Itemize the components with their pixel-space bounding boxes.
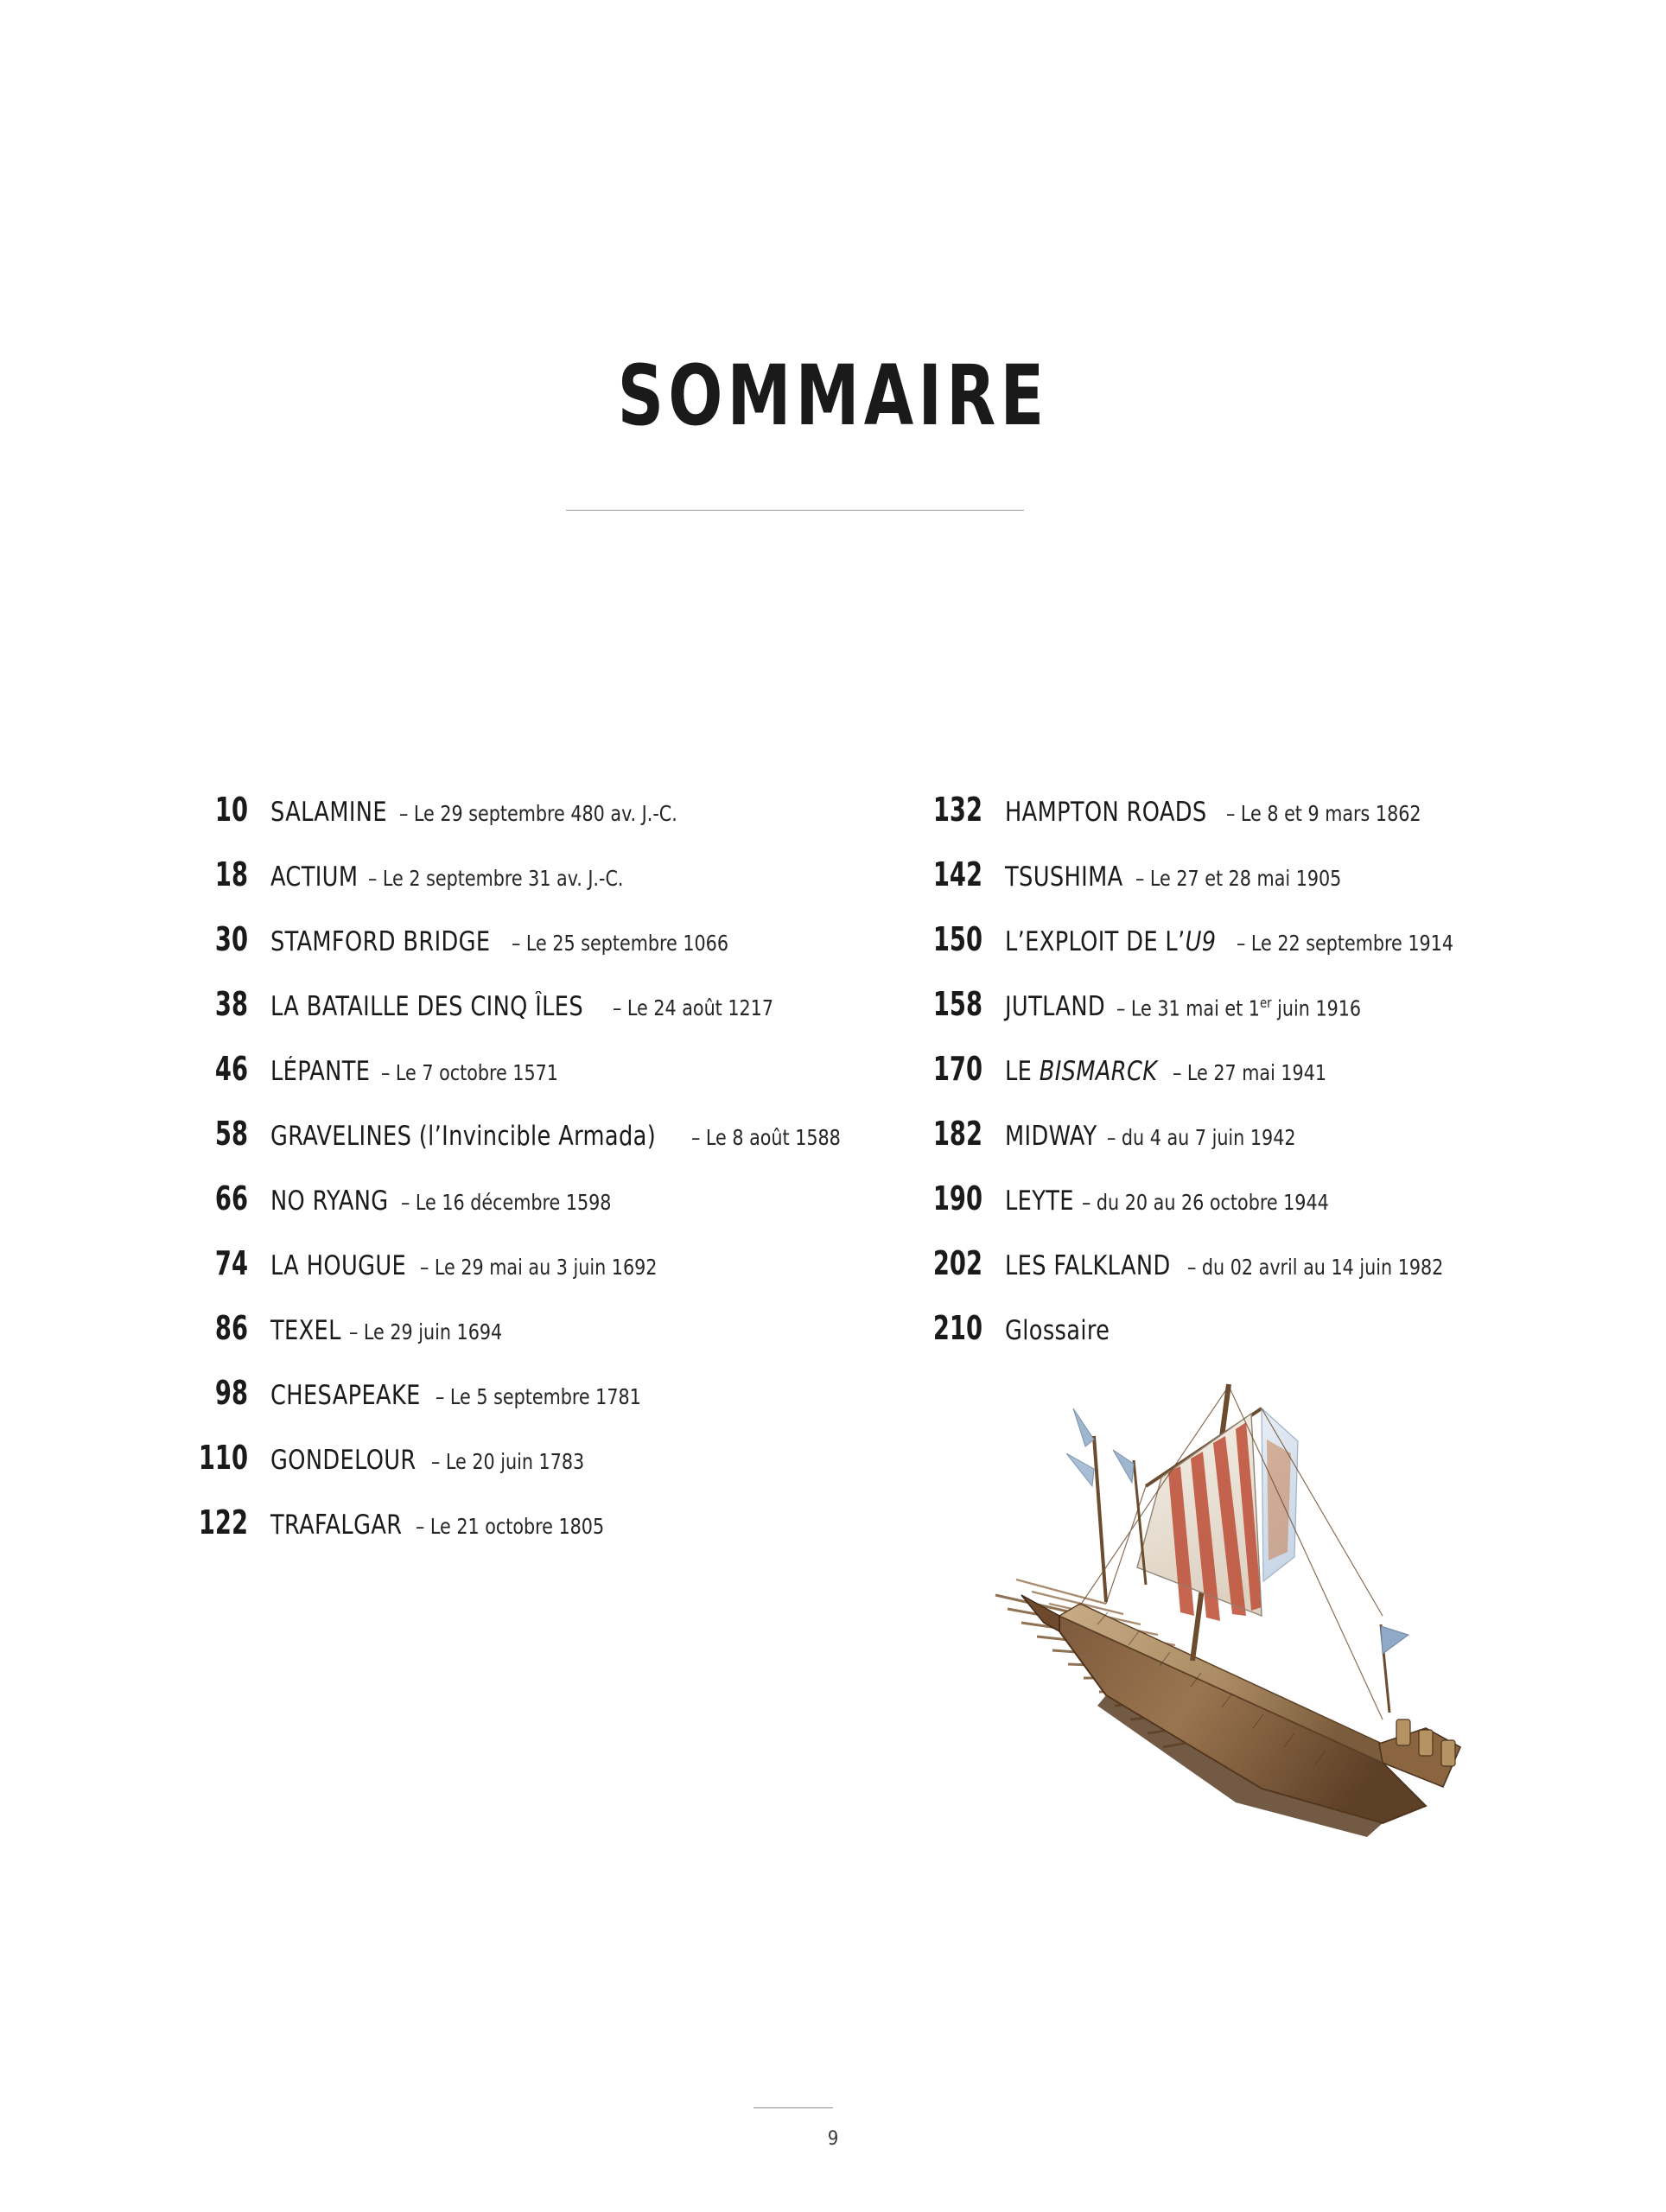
toc-entry[interactable] xyxy=(912,1050,1629,1115)
toc-entry-date: – Le 21 octobre 1805 xyxy=(416,1514,605,1539)
toc-entry-title: TSUSHIMA xyxy=(1005,861,1123,893)
toc-entry-text xyxy=(270,991,787,1022)
toc-entry[interactable] xyxy=(912,920,1629,985)
toc-entry-title: LES FALKLAND xyxy=(1005,1250,1171,1281)
toc-entry-text xyxy=(270,1185,630,1217)
toc-entry-date: – Le 25 septembre 1066 xyxy=(512,931,729,956)
fore-mast xyxy=(1094,1436,1106,1602)
toc-entry-date: – Le 16 décembre 1598 xyxy=(400,1190,612,1215)
toc-entry[interactable] xyxy=(177,1115,894,1179)
toc-page-number: 150 xyxy=(932,920,982,958)
toc-page-number: 202 xyxy=(932,1244,982,1282)
stern-lantern-right xyxy=(1441,1740,1455,1766)
toc-entry-text xyxy=(1005,1121,1313,1152)
toc-page-number: 122 xyxy=(198,1503,248,1541)
toc-entry[interactable] xyxy=(912,855,1629,920)
toc-entry[interactable] xyxy=(912,1179,1629,1244)
stern-lantern-left xyxy=(1396,1719,1410,1745)
toc-entry-text xyxy=(1005,1250,1466,1281)
toc-page-number: 190 xyxy=(932,1179,982,1217)
toc-entry-text xyxy=(1005,797,1439,828)
toc-entry-title: CHESAPEAKE xyxy=(270,1380,421,1411)
toc-entry-text xyxy=(270,1380,659,1411)
mizzen-pennant xyxy=(1113,1450,1134,1483)
toc-entry[interactable] xyxy=(177,1374,894,1439)
toc-entry-date: – Le 8 et 9 mars 1862 xyxy=(1226,801,1421,826)
toc-entry[interactable] xyxy=(177,1244,894,1309)
toc-entry[interactable] xyxy=(177,920,894,985)
toc-entry[interactable] xyxy=(912,791,1629,855)
toc-page-number: 98 xyxy=(214,1374,248,1412)
page-title-block xyxy=(0,347,1666,444)
toc-entry-text xyxy=(270,926,747,957)
toc-entry-text xyxy=(270,1250,678,1281)
toc-entry[interactable] xyxy=(912,1244,1629,1309)
toc-entry[interactable] xyxy=(912,985,1629,1050)
toc-entry-title: NO RYANG xyxy=(270,1185,389,1217)
toc-entry-text xyxy=(1005,1185,1351,1217)
toc-entry-date: – Le 7 octobre 1571 xyxy=(380,1060,558,1085)
toc-entry[interactable] xyxy=(177,1503,894,1568)
toc-page-number: 74 xyxy=(214,1244,248,1282)
folio-number: 9 xyxy=(827,2128,839,2150)
toc-entry-text xyxy=(1005,991,1382,1022)
toc-entry-text xyxy=(270,1510,620,1541)
galley-illustration xyxy=(976,1357,1512,1944)
fore-pennant-upper xyxy=(1073,1408,1094,1446)
toc-entry-title: LEYTE xyxy=(1005,1185,1074,1217)
toc-entry-date: – Le 20 juin 1783 xyxy=(430,1449,584,1474)
toc-entry-text xyxy=(1005,1315,1121,1346)
toc-page-number: 10 xyxy=(214,791,248,829)
toc-entry-date: – Le 22 septembre 1914 xyxy=(1237,931,1454,956)
stern-pennant xyxy=(1381,1626,1408,1654)
toc-entry-date: – du 4 au 7 juin 1942 xyxy=(1107,1125,1296,1150)
toc-column-right xyxy=(912,791,1629,1374)
toc-entry-title: LA BATAILLE DES CINQ ÎLES xyxy=(270,991,584,1022)
toc-entry-date: – Le 8 août 1588 xyxy=(691,1125,842,1150)
toc-entry[interactable] xyxy=(177,985,894,1050)
toc-entry-text xyxy=(270,1056,574,1087)
toc-page-number: 38 xyxy=(214,985,248,1023)
toc-entry-text xyxy=(1005,1056,1340,1087)
toc-entry-text xyxy=(270,1315,516,1346)
toc-entry-text xyxy=(270,861,645,893)
toc-entry-title: LÉPANTE xyxy=(270,1056,371,1087)
toc-entry-title: GONDELOUR xyxy=(270,1445,416,1476)
toc-entry-title: MIDWAY xyxy=(1005,1121,1097,1152)
toc-entry-date: – Le 29 septembre 480 av. J.-C. xyxy=(399,801,677,826)
toc-entry[interactable] xyxy=(177,855,894,920)
toc-entry-date: – Le 31 mai et 1er juin 1916 xyxy=(1116,994,1361,1020)
toc-entry-title: STAMFORD BRIDGE xyxy=(270,926,491,957)
toc-column-left xyxy=(177,791,894,1568)
toc-entry-title: GRAVELINES (l’Invincible Armada) xyxy=(270,1121,657,1152)
toc-entry-date: – Le 27 mai 1941 xyxy=(1173,1060,1327,1085)
footer-divider xyxy=(754,2107,833,2108)
toc-page-number: 132 xyxy=(932,791,982,829)
toc-page-number: 30 xyxy=(214,920,248,958)
toc-entry-title: TRAFALGAR xyxy=(270,1510,403,1541)
toc-entry-title: JUTLAND xyxy=(1005,991,1106,1022)
toc-page-number: 110 xyxy=(198,1439,248,1477)
fore-pennant-lower xyxy=(1066,1453,1094,1486)
toc-entry-date: – Le 2 septembre 31 av. J.-C. xyxy=(367,866,624,891)
title-divider xyxy=(566,510,1024,511)
toc-entry[interactable] xyxy=(177,791,894,855)
toc-entry-title: SALAMINE xyxy=(270,797,387,828)
stern-lantern-center xyxy=(1419,1730,1433,1756)
toc-entry-date: – Le 29 mai au 3 juin 1692 xyxy=(420,1255,658,1280)
toc-entry-text xyxy=(1005,861,1359,893)
toc-entry-text xyxy=(1005,926,1472,957)
secondary-sail-panel xyxy=(1267,1440,1291,1560)
toc-entry-title: ACTIUM xyxy=(270,861,359,893)
toc-entry-title: HAMPTON ROADS xyxy=(1005,797,1207,828)
toc-page-number: 182 xyxy=(932,1115,982,1153)
toc-entry-date: – Le 24 août 1217 xyxy=(612,995,773,1020)
toc-entry-title: TEXEL xyxy=(270,1315,341,1346)
toc-page-number: 66 xyxy=(214,1179,248,1217)
toc-entry[interactable] xyxy=(177,1439,894,1503)
toc-page-number: 18 xyxy=(214,855,248,893)
toc-page-number: 58 xyxy=(214,1115,248,1153)
galley-illustration-svg xyxy=(976,1357,1512,1944)
toc-entry-date: – du 20 au 26 octobre 1944 xyxy=(1082,1190,1330,1215)
toc-entry-title: L’EXPLOIT DE L’U9 xyxy=(1005,926,1217,957)
toc-entry[interactable] xyxy=(912,1115,1629,1179)
toc-entry[interactable] xyxy=(177,1050,894,1115)
toc-entry[interactable] xyxy=(177,1179,894,1244)
toc-page-number: 46 xyxy=(214,1050,248,1088)
toc-page-number: 86 xyxy=(214,1309,248,1347)
toc-entry-title: Glossaire xyxy=(1005,1315,1110,1346)
toc-entry-date: – Le 5 septembre 1781 xyxy=(436,1384,642,1409)
toc-entry-text xyxy=(270,797,702,828)
toc-entry-date: – Le 27 et 28 mai 1905 xyxy=(1135,866,1342,891)
toc-page-number: 210 xyxy=(932,1309,982,1347)
toc-page-number: 142 xyxy=(932,855,982,893)
toc-entry-title: LA HOUGUE xyxy=(270,1250,407,1281)
page-title: SOMMAIRE xyxy=(617,347,1049,444)
toc-entry-date: – Le 29 juin 1694 xyxy=(349,1319,503,1344)
toc-entry-date: – du 02 avril au 14 juin 1982 xyxy=(1186,1255,1444,1280)
toc-entry[interactable] xyxy=(177,1309,894,1374)
toc-entry-title: LE BISMARCK xyxy=(1005,1056,1158,1087)
toc-entry-text xyxy=(270,1121,854,1152)
toc-page-number: 170 xyxy=(932,1050,982,1088)
toc-page-number: 158 xyxy=(932,985,982,1023)
toc-entry-text xyxy=(270,1445,597,1476)
